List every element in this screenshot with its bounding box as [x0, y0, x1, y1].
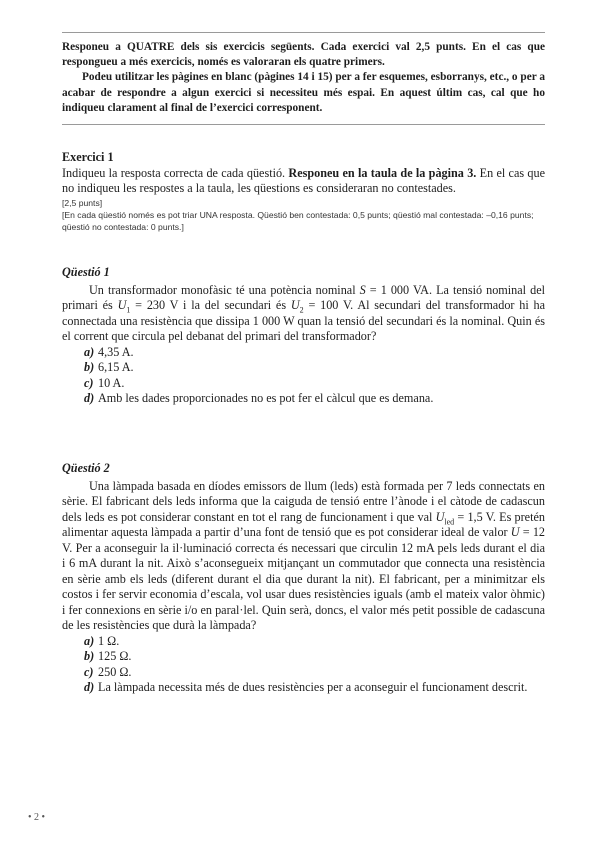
- question-2: [62, 461, 545, 696]
- option-letter: c): [84, 664, 94, 679]
- q1-subscript: 2: [299, 305, 304, 315]
- question-2-statement: [62, 479, 545, 634]
- instructions-bottom-rule: [62, 124, 545, 125]
- option-c: [62, 665, 545, 681]
- q1-text: Un transformador monofàsic té una potència nominal: [89, 282, 360, 297]
- exercise-statement: [62, 166, 545, 197]
- option-text: 1 Ω.: [98, 633, 120, 648]
- exercise-title: Exercici 1: [62, 150, 114, 164]
- option-b: [62, 360, 545, 376]
- option-text: 10 A.: [98, 375, 125, 390]
- option-text: 6,15 A.: [98, 360, 134, 374]
- option-d: [62, 391, 545, 407]
- exercise-text-a: Indiqueu la resposta correcta de cada qüestió.: [62, 165, 286, 180]
- q2-var: U: [435, 509, 445, 524]
- option-text: 4,35 A.: [98, 344, 134, 359]
- exercise-text-c: En el cas que no indiqueu les respostes a la taula, les qüestions es consideraran no contestades.: [62, 165, 546, 195]
- option-letter: d): [84, 391, 95, 405]
- exercise-1: [62, 150, 545, 233]
- general-instructions: [62, 40, 545, 116]
- exercise-scoring-rules: [En cada qüestió només es pot triar UNA resposta. Qüestió ben contestada: 0,5 punts; qüestió mal contestada: –0,16 punts; qüestió no contestada: 0 punts.]: [62, 209, 534, 232]
- q1-text: = 230 V i la del secundari és: [130, 298, 291, 312]
- question-2-title: Qüestió 2: [62, 461, 110, 475]
- instructions-paragraph-1: Responeu a QUATRE dels sis exercicis següents. Cada exercici val 2,5 punts. En el cas que respongueu a més exercicis, només es valoraran els quatre primers.: [62, 41, 545, 69]
- option-letter: d): [84, 680, 95, 694]
- option-b: [62, 649, 545, 665]
- option-text: 125 Ω.: [98, 649, 132, 663]
- q2-text: = 1,5 V. Es pretén alimentar aquesta làmpada a partir d’una font de tensió que es pot considerar ideal de valor: [62, 509, 545, 539]
- question-1-title: Qüestió 1: [62, 265, 110, 279]
- option-text: La làmpada necessita més de dues resistències per a aconseguir el funcionament descrit.: [98, 680, 528, 694]
- exercise-points: [2,5 punts]: [62, 197, 103, 208]
- q2-text: Una làmpada basada en díodes emissors de llum (leds) està formada per 7 leds connectats en sèrie. El fabricant dels leds informa que la caiguda de tensió entre l’ànode i el càtode de cadascun dels leds es pot considerar constant en tot el rang de funcionament i que val: [62, 478, 545, 524]
- option-letter: c): [84, 375, 94, 390]
- option-letter: a): [84, 344, 95, 359]
- q1-subscript: 1: [126, 305, 131, 315]
- question-1-options: [62, 345, 545, 407]
- q1-text: = 100 V. Al secundari del transformador hi ha connectada una resistència que dissipa 1 000 W quan la tensió del secundari és la nominal. Quin és el corrent que circula pel debanat del primari del transformador?: [62, 298, 546, 343]
- top-rule: [62, 32, 545, 33]
- q2-subscript: led: [444, 516, 455, 526]
- option-c: [62, 376, 545, 392]
- instructions-paragraph-2: Podeu utilitzar les pàgines en blanc (pàgines 14 i 15) per a fer esquemes, esborranys, etc., o per a acabar de respondre a algun exercici si necessiteu més espai. En aquest últim cas, cal que ho indiqueu clarament al final de l’exercici corresponent.: [62, 71, 545, 114]
- option-d: [62, 680, 545, 696]
- q1-var: S: [359, 282, 366, 297]
- question-1-statement: [62, 283, 545, 345]
- exercise-text-b: Responeu en la taula de la pàgina 3.: [288, 165, 477, 180]
- q1-var: U: [117, 298, 127, 312]
- option-letter: b): [84, 360, 95, 374]
- option-a: [62, 634, 545, 650]
- question-1: [62, 265, 545, 407]
- option-text: Amb les dades proporcionades no es pot fer el càlcul que es demana.: [98, 391, 434, 405]
- q2-var: U: [510, 525, 520, 539]
- q2-text: = 12 V. Per a aconseguir la il·luminació correcta és necessari que circulin 12 mA pels leds durant el dia i 6 mA durant la nit. Això s’aconsegueix mitjançant un commutador que connecta una resistència en sèrie amb els leds (diferent durant el dia que durant la nit). El fabricant, per a minimitzar els costos i fer servir economia d’escala, vol usar dues resistències iguals (amb el mateix valor òhmic) i fer connexions en sèrie i/o en paral·lel. Quin serà, doncs, el valor més petit possible de cadascuna de les resistències que durà la làmpada?: [62, 525, 546, 632]
- question-2-options: [62, 634, 545, 696]
- option-letter: a): [84, 633, 95, 648]
- option-text: 250 Ω.: [98, 664, 132, 679]
- option-letter: b): [84, 649, 95, 663]
- option-a: [62, 345, 545, 361]
- q1-var: U: [290, 298, 300, 312]
- page-number: • 2 •: [28, 812, 46, 823]
- q1-text: = 1 000 VA. La tensió nominal del primari és: [62, 282, 545, 312]
